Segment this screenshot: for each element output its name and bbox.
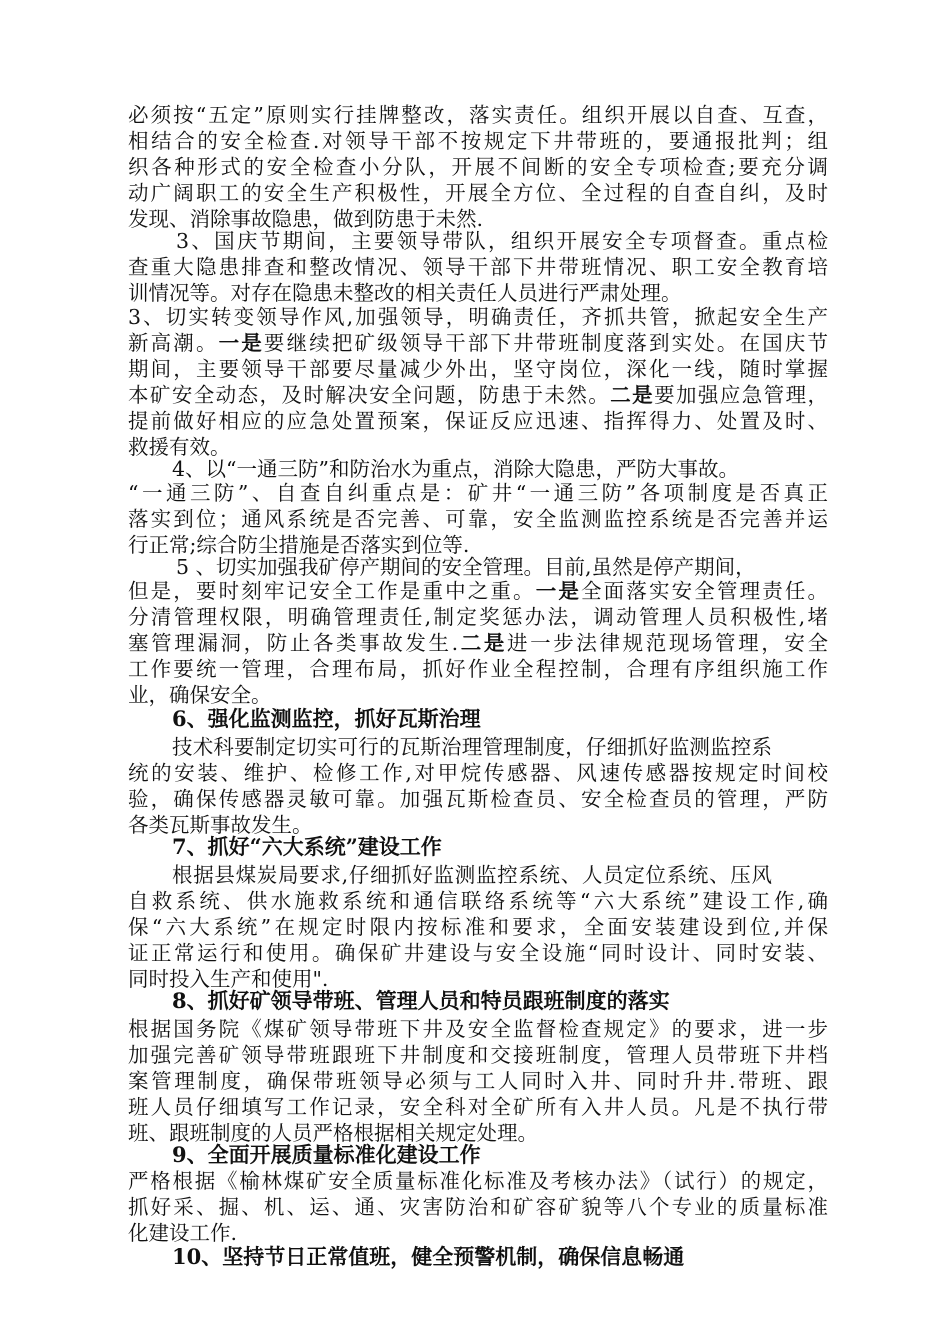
text-segment: 统的安装、维护、检修工作,对甲烷传感器、风速传感器按规定时间校	[128, 761, 831, 785]
text-line	[128, 1094, 830, 1120]
text-line	[176, 554, 756, 580]
text-line	[128, 1194, 830, 1220]
text-segment: 期间，主要领导干部要尽量减少外出，坚守岗位，深化一线，随时掌握	[128, 357, 831, 381]
bold-text-segment: 6、强化监测监控，抓好瓦斯治理	[172, 706, 481, 731]
text-line	[128, 914, 831, 940]
text-segment: 3、切实转变领导作风,加强领导，明确责任，齐抓共管，掀起安全生产	[128, 305, 831, 329]
text-segment: 技术科要制定切实可行的瓦斯治理管理制度，仔细抓好监测监控系	[172, 735, 773, 759]
bold-text-segment: 7、抓好“六大系统”建设工作	[172, 834, 442, 859]
text-segment: 抓好采、掘、机、运、通、灾害防治和矿容矿貌等八个专业的质量标准	[128, 1195, 831, 1219]
bold-text-segment: 10、坚持节日正常值班，健全预警机制，确保信息畅通	[172, 1244, 685, 1269]
bold-text-segment: 二是	[460, 631, 507, 655]
text-segment: 本矿安全动态，及时解决安全问题，防患于未然。	[128, 383, 611, 407]
text-segment: 但是，要时刻牢记安全工作是重中之重。	[128, 579, 536, 603]
section-heading	[172, 988, 670, 1014]
text-segment: 要继续把矿级领导干部下井带班制度落到实处。在国庆节	[263, 331, 831, 355]
text-segment: 业，确保安全。	[128, 683, 272, 707]
text-segment: 救援有效。	[128, 435, 231, 459]
text-line	[128, 656, 830, 682]
text-line	[128, 630, 831, 656]
text-line	[172, 862, 773, 888]
text-line	[128, 1068, 831, 1094]
text-line	[128, 154, 831, 180]
text-segment: 3、国庆节期间，主要领导带队，组织开展安全专项督查。重点检	[176, 229, 831, 253]
bold-text-segment: 9、全面开展质量标准化建设工作	[172, 1142, 481, 1167]
text-segment: 保“六大系统”在规定时限内按标准和要求，全面安装建设到位,并保	[128, 915, 832, 939]
text-line	[128, 578, 830, 604]
text-line	[128, 254, 830, 280]
text-line	[176, 228, 830, 254]
text-line	[128, 102, 830, 128]
text-segment: 同时投入生产和使用".	[128, 967, 329, 991]
text-segment: 查重大隐患排查和整改情况、领导干部下井带班情况、职工安全教育培	[128, 255, 831, 279]
section-heading	[172, 1142, 481, 1168]
text-segment: 新高潮。	[128, 331, 219, 355]
text-segment: 织各种形式的安全检查小分队，开展不间断的安全专项检查;要充分调	[128, 155, 831, 179]
bold-text-segment: 8、抓好矿领导带班、管理人员和特员跟班制度的落实	[172, 988, 670, 1013]
text-line	[128, 480, 831, 506]
text-line	[128, 1042, 830, 1068]
text-segment: 化建设工作.	[128, 1221, 238, 1245]
text-segment: 根据县煤炭局要求,仔细抓好监测监控系统、人员定位系统、压风	[172, 863, 773, 887]
text-line	[128, 408, 830, 434]
text-segment: 案管理制度，确保带班领导必须与工人同时入井、同时升井.带班、跟	[128, 1069, 831, 1093]
text-segment: 动广阔职工的安全生产积极性，开展全方位、全过程的自查自纠，及时	[128, 181, 831, 205]
text-segment: 全面落实安全管理责任。	[581, 579, 831, 603]
text-line	[128, 760, 831, 786]
text-line	[128, 180, 830, 206]
text-line	[128, 888, 831, 914]
text-segment: 自救系统、供水施救系统和通信联络系统等“六大系统”建设工作,确	[128, 889, 832, 913]
text-segment: 严格根据《榆林煤矿安全质量标准化标准及考核办法》（试行）的规定，	[128, 1169, 830, 1193]
text-line	[128, 1220, 237, 1246]
text-segment: 分清管理权限，明确管理责任,制定奖惩办法，调动管理人员积极性,堵	[128, 605, 831, 629]
text-segment: 进一步法律规范现场管理，安全	[507, 631, 831, 655]
text-segment: 提前做好相应的应急处置预案，保证反应迅速、指挥得力、处置及时、	[128, 409, 831, 433]
text-segment: 4、以“一通三防”和防治水为重点，消除大隐患，严防大事故。	[172, 457, 740, 481]
section-heading	[172, 834, 442, 860]
section-heading	[172, 1244, 684, 1270]
section-heading	[172, 706, 481, 732]
bold-text-segment: 二是	[610, 383, 655, 407]
text-segment: 根据国务院《煤矿领导带班下井及安全监督检查规定》的要求，进一步	[128, 1017, 831, 1041]
text-line	[128, 940, 830, 966]
text-line	[128, 506, 830, 532]
text-line	[172, 734, 772, 760]
text-segment: 验，确保传感器灵敏可靠。加强瓦斯检查员、安全检查员的管理，严防	[128, 787, 831, 811]
text-line	[128, 604, 830, 630]
text-line	[128, 330, 830, 356]
text-segment: 班、跟班制度的人员严格根据相关规定处理。	[128, 1121, 538, 1145]
text-line	[128, 682, 272, 708]
text-segment: 班人员仔细填写工作记录，安全科对全矿所有入井人员。凡是不执行带	[128, 1095, 831, 1119]
text-segment: 必须按“五定”原则实行挂牌整改，落实责任。组织开展以自查、互查，	[128, 103, 831, 127]
text-segment: 塞管理漏洞，防止各类事故发生.	[128, 631, 461, 655]
text-line	[128, 356, 830, 382]
text-segment: 训情况等。对存在隐患未整改的相关责任人员进行严肃处理。	[128, 281, 682, 305]
text-segment: “一通三防”、自查自纠重点是：矿井“一通三防”各项制度是否真正	[128, 481, 832, 505]
text-segment: 发现、消除事故隐患，做到防患于未然.	[128, 207, 484, 231]
text-segment: 相结合的安全检查.对领导干部不按规定下井带班的，要通报批判；组	[128, 129, 831, 153]
text-line	[128, 304, 830, 330]
text-segment: 要加强应急管理，	[654, 383, 830, 407]
bold-text-segment: 一是	[535, 579, 582, 603]
text-line	[128, 786, 830, 812]
text-segment: 证正常运行和使用。确保矿井建设与安全设施“同时设计、同时安装、	[128, 941, 831, 965]
bold-text-segment: 一是	[218, 331, 264, 355]
text-line	[128, 280, 682, 306]
text-segment: 各类瓦斯事故发生。	[128, 813, 313, 837]
text-segment: 行正常;综合防尘措施是否落实到位等.	[128, 533, 470, 557]
text-segment: 加强完善矿领导带班跟班下井制度和交接班制度，管理人员带班下井档	[128, 1043, 831, 1067]
text-line	[128, 128, 831, 154]
text-line	[128, 382, 829, 408]
text-line	[128, 1016, 830, 1042]
text-line	[172, 456, 739, 482]
text-segment: 5 、切实加强我矿停产期间的安全管理。目前,虽然是停产期间，	[176, 555, 756, 579]
text-segment: 工作要统一管理，合理布局，抓好作业全程控制，合理有序组织施工作	[128, 657, 831, 681]
text-line	[128, 1168, 830, 1194]
text-segment: 落实到位；通风系统是否完善、可靠，安全监测监控系统是否完善并运	[128, 507, 831, 531]
